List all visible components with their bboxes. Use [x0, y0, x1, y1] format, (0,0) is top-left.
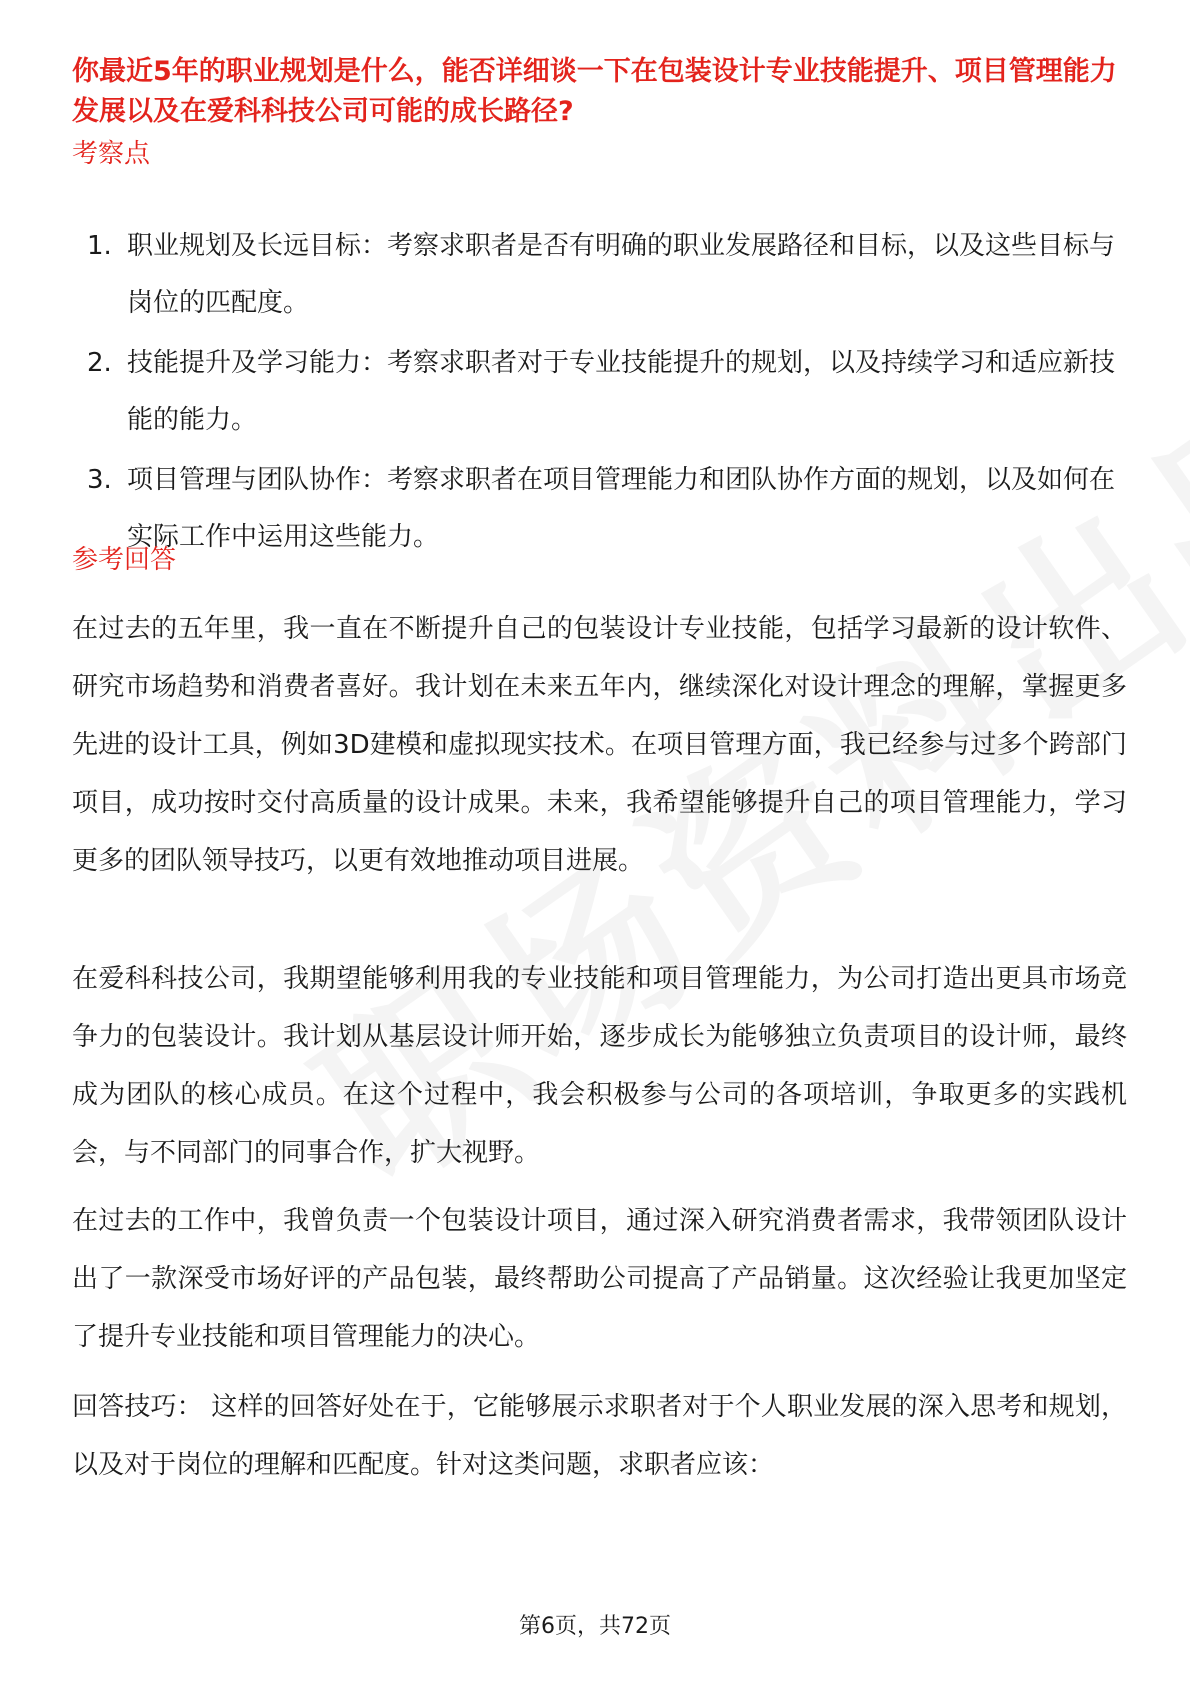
- list-item: [72, 218, 1122, 332]
- list-item-number: 1.: [87, 231, 112, 261]
- list-item-number: 2.: [87, 348, 112, 378]
- question-title: 你最近5年的职业规划是什么，能否详细谈一下在包装设计专业技能提升、项目管理能力发展以及在爱科科技公司可能的成长路径?: [72, 56, 1117, 127]
- answer-paragraph: 在爱科科技公司，我期望能够利用我的专业技能和项目管理能力，为公司打造出更具市场竞争力的包装设计。我计划从基层设计师开始，逐步成长为能够独立负责项目的设计师，最终成为团队的核心成员。在这个过程中，我会积极参与公司的各项培训，争取更多的实践机会，与不同部门的同事合作，扩大视野。: [72, 964, 1127, 1168]
- list-item-text: 项目管理与团队协作：考察求职者在项目管理能力和团队协作方面的规划，以及如何在实际工作中运用这些能力。: [127, 465, 1116, 552]
- answer-tip-paragraph: 回答技巧： 这样的回答好处在于，它能够展示求职者对于个人职业发展的深入思考和规划，以及对于岗位的理解和匹配度。针对这类问题，求职者应该：: [72, 1392, 1127, 1480]
- list-item-text: 技能提升及学习能力：考察求职者对于专业技能提升的规划，以及持续学习和适应新技能的能力。: [127, 348, 1116, 435]
- examination-points-heading: 考察点: [72, 139, 151, 169]
- answer-paragraph: 在过去的工作中，我曾负责一个包装设计项目，通过深入研究消费者需求，我带领团队设计出了一款深受市场好评的产品包装，最终帮助公司提高了产品销量。这次经验让我更加坚定了提升专业技能和项目管理能力的决心。: [72, 1206, 1127, 1352]
- reference-answer-heading: 参考回答: [72, 545, 177, 575]
- list-item: [72, 452, 1122, 566]
- list-item: [72, 335, 1122, 449]
- list-item-number: 3.: [87, 465, 112, 495]
- answer-paragraph: 在过去的五年里，我一直在不断提升自己的包装设计专业技能，包括学习最新的设计软件、研究市场趋势和消费者喜好。我计划在未来五年内，继续深化对设计理念的理解，掌握更多先进的设计工具，例如3D建模和虚拟现实技术。在项目管理方面，我已经参与过多个跨部门项目，成功按时交付高质量的设计成果。未来，我希望能够提升自己的项目管理能力，学习更多的团队领导技巧，以更有效地推动项目进展。: [72, 614, 1127, 876]
- page-number: 第6页，共72页: [519, 1614, 671, 1639]
- list-item-text: 职业规划及长远目标：考察求职者是否有明确的职业发展路径和目标，以及这些目标与岗位的匹配度。: [127, 231, 1116, 318]
- examination-points-list: [72, 218, 1122, 569]
